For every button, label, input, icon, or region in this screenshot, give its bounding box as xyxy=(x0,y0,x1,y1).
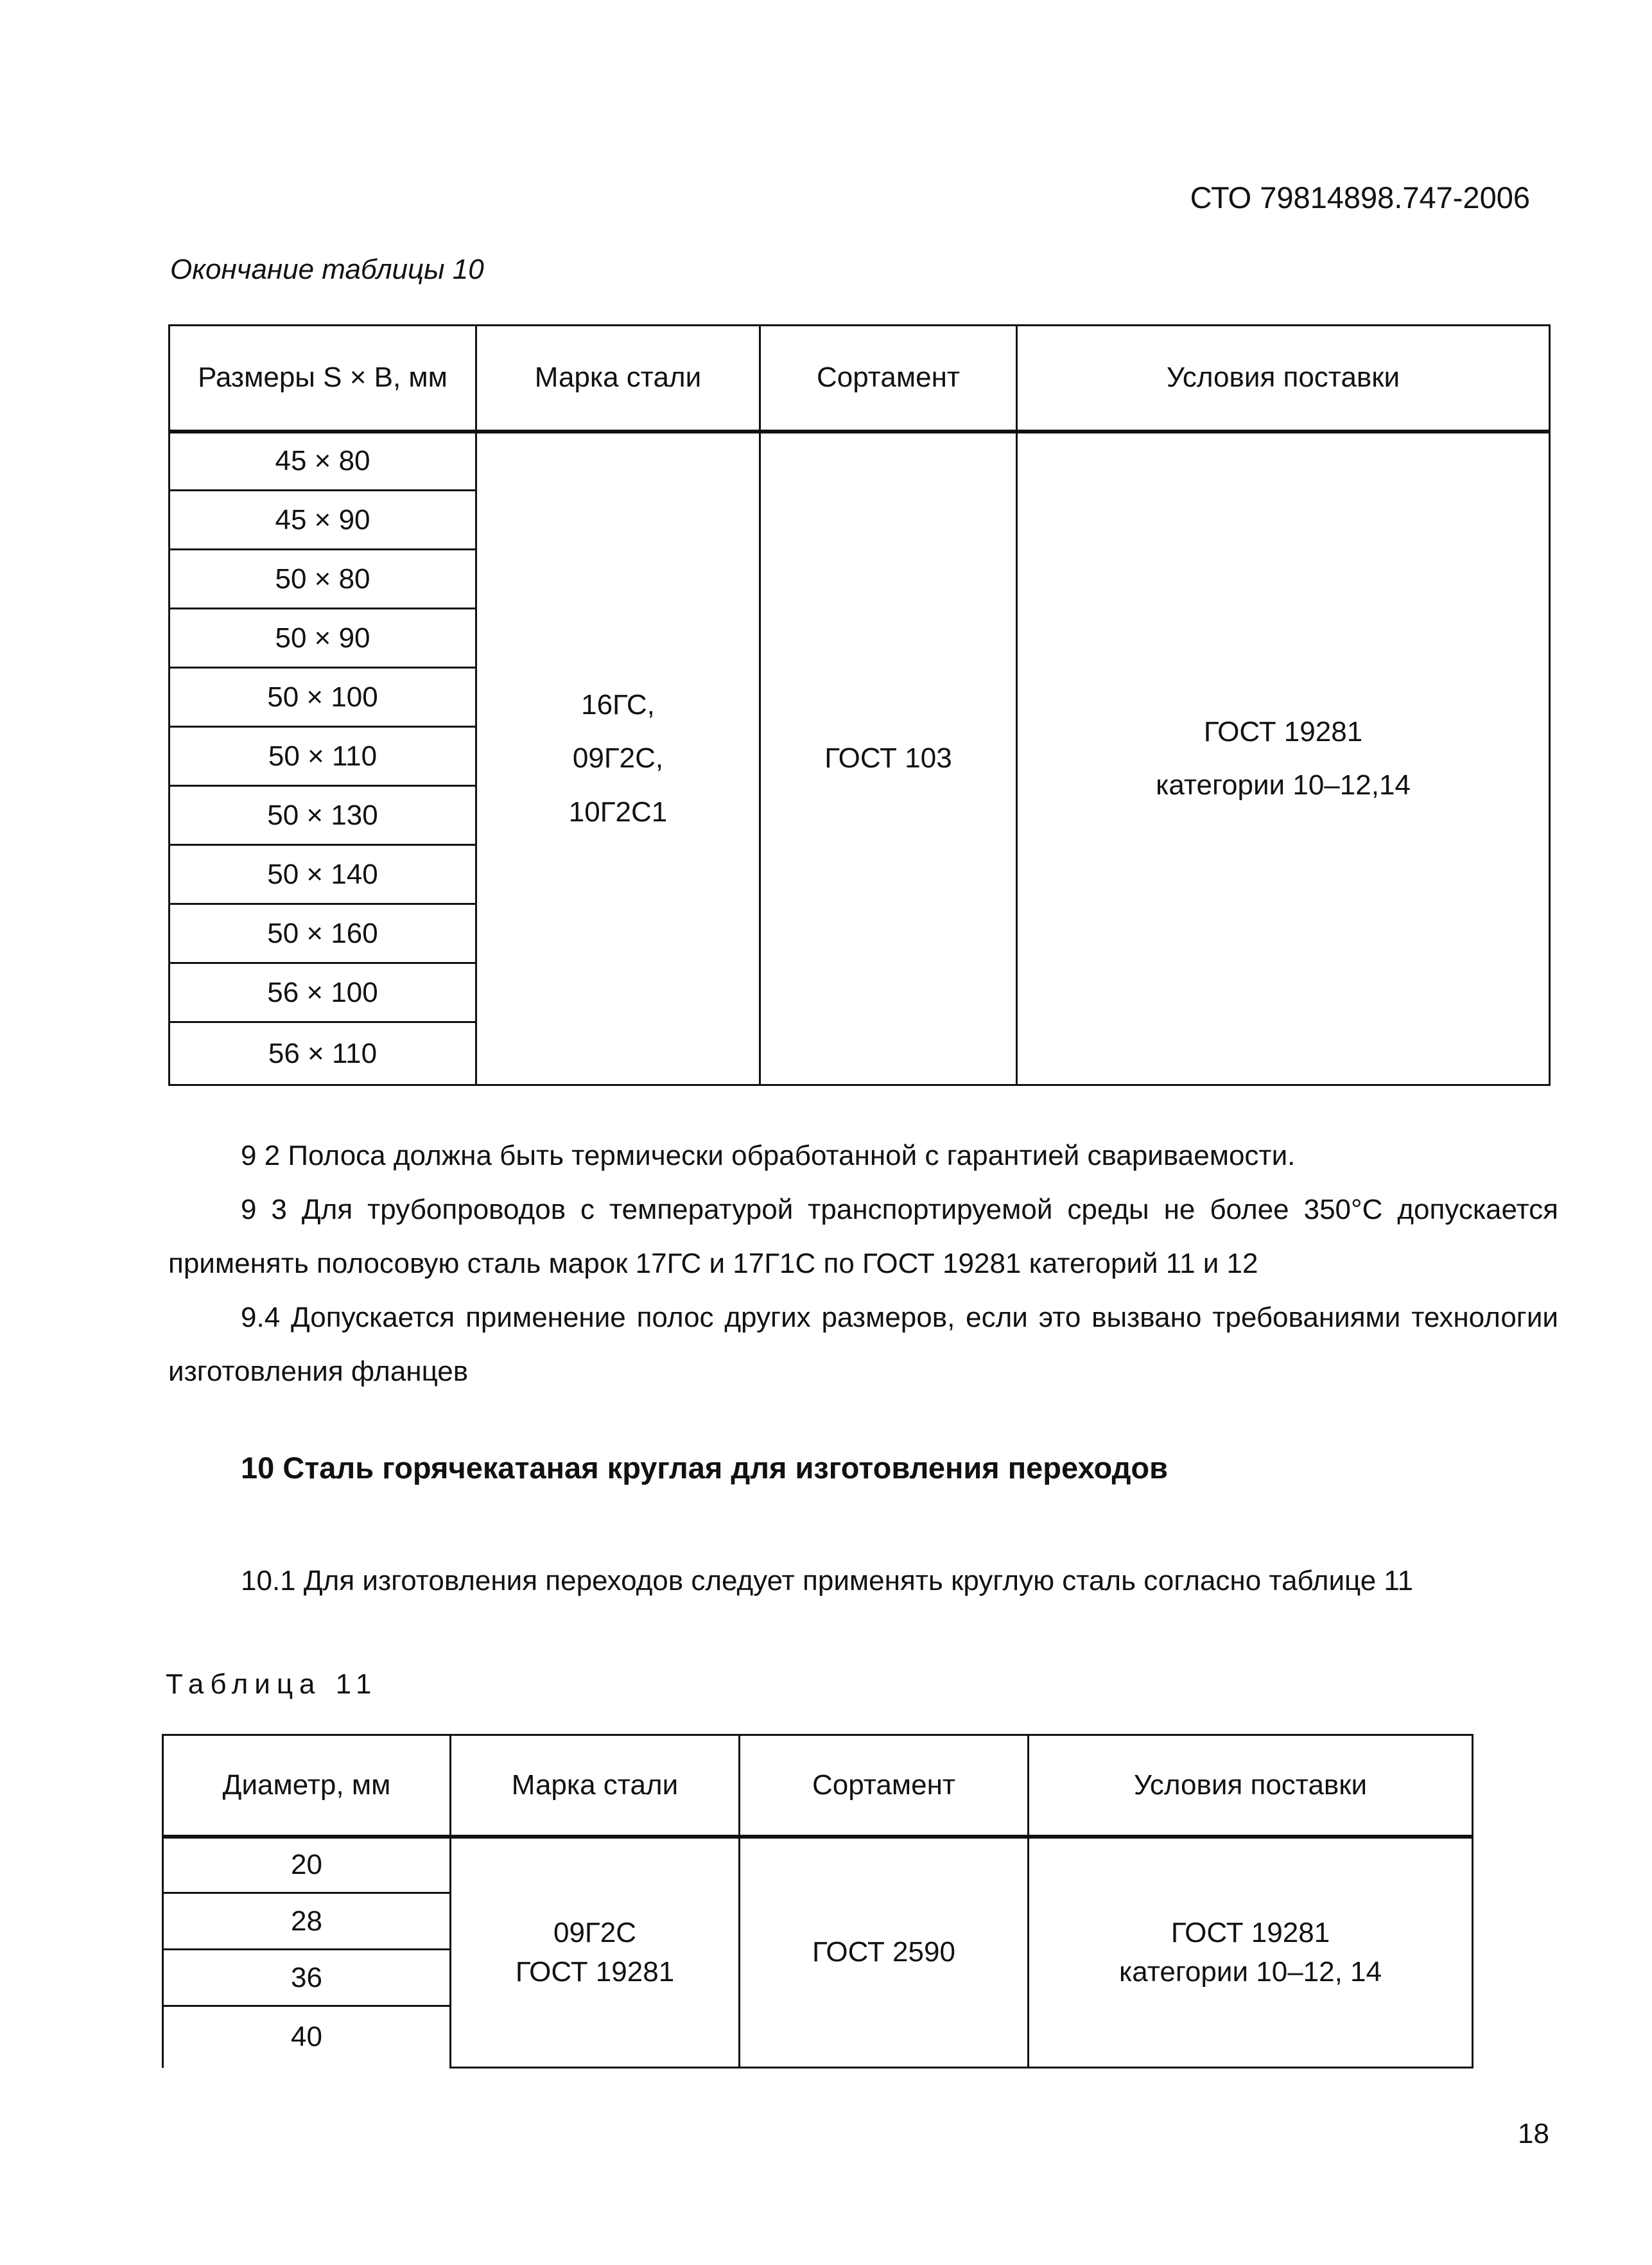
size-cell: 45 × 80 xyxy=(170,432,476,491)
steel-grades-cell xyxy=(476,432,760,1085)
header-assortment: Сортамент xyxy=(760,326,1017,432)
page-number: 18 xyxy=(1518,2118,1549,2149)
delivery-cell xyxy=(1029,1837,1473,2068)
size-cell: 45 × 90 xyxy=(170,491,476,550)
document-code: СТО 79814898.747-2006 xyxy=(1190,180,1530,214)
steel-grade: 09Г2С, xyxy=(572,742,664,774)
delivery-categories: категории 10–12,14 xyxy=(1156,769,1411,801)
paragraph-9-2: 9 2 Полоса должна быть термически обработанной с гарантией свариваемости. xyxy=(241,1140,1296,1171)
size-cell: 56 × 110 xyxy=(170,1022,476,1085)
size-cell: 50 × 80 xyxy=(170,550,476,609)
steel-grade: 16ГС, xyxy=(581,688,655,721)
delivery-standard: ГОСТ 19281 xyxy=(1203,715,1363,748)
size-cell: 50 × 140 xyxy=(170,845,476,904)
size-cell: 56 × 100 xyxy=(170,963,476,1022)
header-steel: Марка стали xyxy=(451,1735,740,1837)
delivery-categories: категории 10–12, 14 xyxy=(1119,1956,1382,1988)
header-delivery: Условия поставки xyxy=(1029,1735,1473,1837)
table-10 xyxy=(168,324,1551,1086)
delivery-cell xyxy=(1017,432,1550,1085)
table-11 xyxy=(162,1734,1474,2068)
diameter-cell: 28 xyxy=(163,1893,451,1950)
diameter-cell: 36 xyxy=(163,1950,451,2006)
size-cell: 50 × 90 xyxy=(170,609,476,668)
table11-caption: Таблица 11 xyxy=(166,1668,378,1700)
steel-grade: 09Г2С xyxy=(553,1916,636,1948)
diameter-cell: 20 xyxy=(163,1837,451,1893)
steel-standard: ГОСТ 19281 xyxy=(515,1956,675,1988)
size-cell: 50 × 110 xyxy=(170,727,476,786)
table10-caption: Окончание таблицы 10 xyxy=(170,254,484,285)
assortment-cell: ГОСТ 2590 xyxy=(740,1837,1029,2068)
header-size: Размеры S × B, мм xyxy=(170,326,476,432)
section-heading-10: 10 Сталь горячекатаная круглая для изготовления переходов xyxy=(241,1451,1169,1485)
paragraph-10-1: 10.1 Для изготовления переходов следует применять круглую сталь согласно таблице 11 xyxy=(241,1565,1414,1596)
paragraph-9-3: 9 3 Для трубопроводов с температурой транспортируемой среды не более 350°С допускается применять полосовую сталь марок 17ГС и 17Г1С по ГОСТ 19281 категорий 11 и 12 xyxy=(168,1194,1558,1279)
size-cell: 50 × 100 xyxy=(170,668,476,727)
steel-grade: 10Г2С1 xyxy=(568,796,668,828)
assortment-cell: ГОСТ 103 xyxy=(760,432,1017,1085)
size-cell: 50 × 160 xyxy=(170,904,476,963)
steel-grades-cell xyxy=(451,1837,740,2068)
diameter-cell: 40 xyxy=(163,2006,451,2068)
delivery-standard: ГОСТ 19281 xyxy=(1170,1916,1330,1948)
size-cell: 50 × 130 xyxy=(170,786,476,845)
header-assortment: Сортамент xyxy=(740,1735,1029,1837)
header-delivery: Условия поставки xyxy=(1017,326,1550,432)
paragraph-9-4: 9.4 Допускается применение полос других размеров, если это вызвано требованиями технологии изготовления фланцев xyxy=(168,1302,1558,1387)
header-diameter: Диаметр, мм xyxy=(163,1735,451,1837)
header-steel: Марка стали xyxy=(476,326,760,432)
